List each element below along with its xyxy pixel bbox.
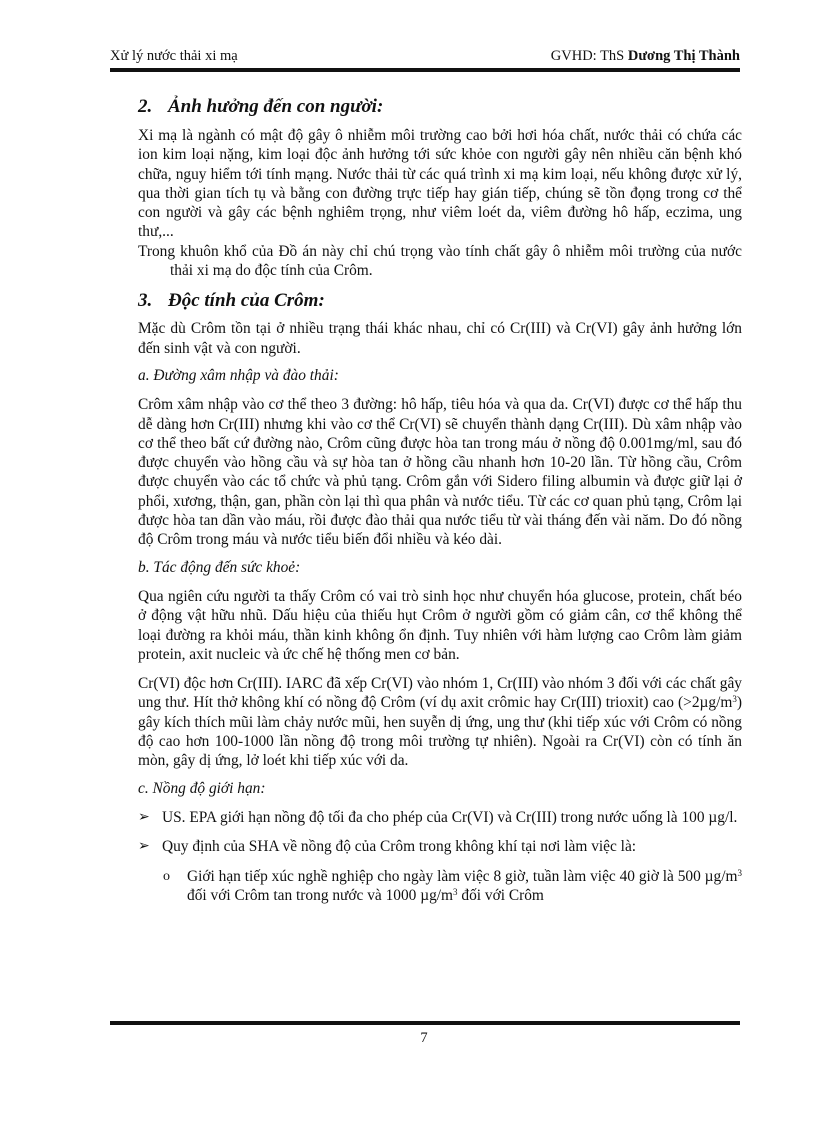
header-document-title: Xử lý nước thải xi mạ [110,48,238,64]
footer-rule [110,1021,740,1025]
subsection-a-title: a. Đường xâm nhập và đào thải: [138,366,339,384]
bullet-text-sha: Quy định của SHA về nồng độ của Crôm trong không khí tại nơi làm việc là: [162,838,637,856]
section-2-title: Ảnh hưởng đến con người: [168,96,384,117]
subsection-a-text: Crôm xâm nhập vào cơ thể theo 3 đường: hô hấp, tiêu hóa và qua da. Cr(VI) được cơ thể hấp thu dễ dàng hơn Cr(III) nhưng khi vào cơ thể Cr(VI) sẽ chuyển thành dạng Cr(III). Dù xâm nhập vào cơ thể theo bất cứ đường nào, Crôm cũng được hòa tan trong máu ở nồng độ 0.001mg/ml, sau đó được chuyển vào hồng cầu và sự hòa tan ở hồng cầu nhanh hơn 10-20 lần. Từ hồng cầu, Crôm được chuyển vào các tổ chức và phủ tạng. Crôm gắn với Sidero filing albumin và được giữ lại ở phổi, xương, thận, gan, phần còn lại thì qua phân và nước tiểu. Từ các cơ quan phủ tạng, Crôm lại được hòa tan dần vào máu, rồi được đào thải qua nước tiểu từ vài tháng đến vài năm. Do đó nồng độ Crôm trong máu và nước tiểu biến đổi nhiều và kéo dài. [138,396,742,549]
arrow-bullet-icon: ➢ [138,839,150,855]
subsection-b-text-2-b: ) gây kích thích mũi làm chảy nước mũi, hen suyễn dị ứng, ung thư (khi tiếp xúc với Crôm có nồng độ cao hơn 100-1000 lần nồng độ trong môi trường tự nhiên). Ngoài ra Cr(VI) còn có tính ăn mòn, gây dị ứng, lở loét khi tiếp xúc với da. [138,694,742,770]
subsection-b-text-1: Qua ngiên cứu người ta thấy Crôm có vai trò sinh học như chuyển hóa glucose, protein, chất béo ở động vật hữu nhũ. Dấu hiệu của thiếu hụt Crôm ở người gồm có giảm cân, cơ thể không thể loại đường ra khỏi máu, thần kinh không ổn định. Tuy nhiên với hàm lượng cao Crôm làm giảm protein, axit nucleic và ức chế hệ thống men cơ bản. [138,587,742,663]
page-number: 7 [420,1030,428,1046]
section-2-paragraph-scope: Trong khuôn khổ của Đồ án này chỉ chú trọng vào tính chất gây ô nhiễm môi trường của nước thải xi mạ do độc tính của Crôm. [138,242,742,280]
superscript: 3 [453,886,458,897]
section-3-intro: Mặc dù Crôm tồn tại ở nhiều trạng thái khác nhau, chỉ có Cr(III) và Cr(VI) gây ảnh hưởng lớn đến sinh vật và con người. [138,320,742,357]
header-supervisor-label: GVHD: ThS [550,48,628,64]
superscript: 3 [737,867,742,878]
sub-bullet-text-c: đối với Crôm [457,886,544,904]
sub-bullet-text-a: Giới hạn tiếp xúc nghề nghiệp cho ngày làm việc 8 giờ, tuần làm việc 40 giờ là 500 µg/m [187,867,738,885]
sub-bullet-text [187,867,742,906]
bullet-text-epa: US. EPA giới hạn nồng độ tối đa cho phép của Cr(VI) và Cr(III) trong nước uống là 100 µg/l. [162,808,738,826]
list-item [138,808,742,827]
section-2-paragraph: Xi mạ là ngành có mật độ gây ô nhiễm môi trường cao bởi hơi hóa chất, nước thải có chứa các ion kim loại nặng, kim loại độc ảnh hưởng tới sức khỏe con người gây nên nhiều căn bệnh khó chữa, nguy hiểm tới tính mạng. Nước thải từ các quá trình xi mạ kim loại, nếu không được xử lý, qua thời gian tích tụ và bằng con đường trực tiếp hay gián tiếp, chúng sẽ tồn đọng trong cơ thể con người và gây các bệnh nghiêm trọng, như viêm loét da, viêm đường hô hấp, eczima, ung thư,... [138,127,742,241]
list-item [138,837,742,856]
section-3-heading [138,288,742,314]
list-item [163,867,742,906]
section-3-title: Độc tính của Crôm: [168,290,325,312]
page-header [110,46,740,68]
header-supervisor [551,48,740,65]
section-2-number: 2. [138,96,153,117]
section-3-number: 3. [138,290,153,312]
subsection-b-title: b. Tác động đến sức khoẻ: [138,558,301,576]
page-body [138,94,742,905]
subsection-c-title: c. Nồng độ giới hạn: [138,779,266,797]
arrow-bullet-icon: ➢ [138,809,150,825]
circle-bullet-icon: o [163,868,170,884]
section-2-heading [138,94,742,120]
superscript: 3 [732,694,737,705]
subsection-b-text-2 [138,674,742,770]
header-supervisor-name: Dương Thị Thành [627,48,740,64]
sub-bullet-text-b: đối với Crôm tan trong nước và 1000 µg/m [187,886,454,904]
header-rule [110,68,740,72]
subsection-b-text-2-a: Cr(VI) độc hơn Cr(III). IARC đã xếp Cr(VI) vào nhóm 1, Cr(III) vào nhóm 3 đối với các chất gây ung thư. Hít thở không khí có nồng độ Crôm (ví dụ axit crômic hay Cr(III) trioxit) cao (>2µg/m [138,675,742,712]
